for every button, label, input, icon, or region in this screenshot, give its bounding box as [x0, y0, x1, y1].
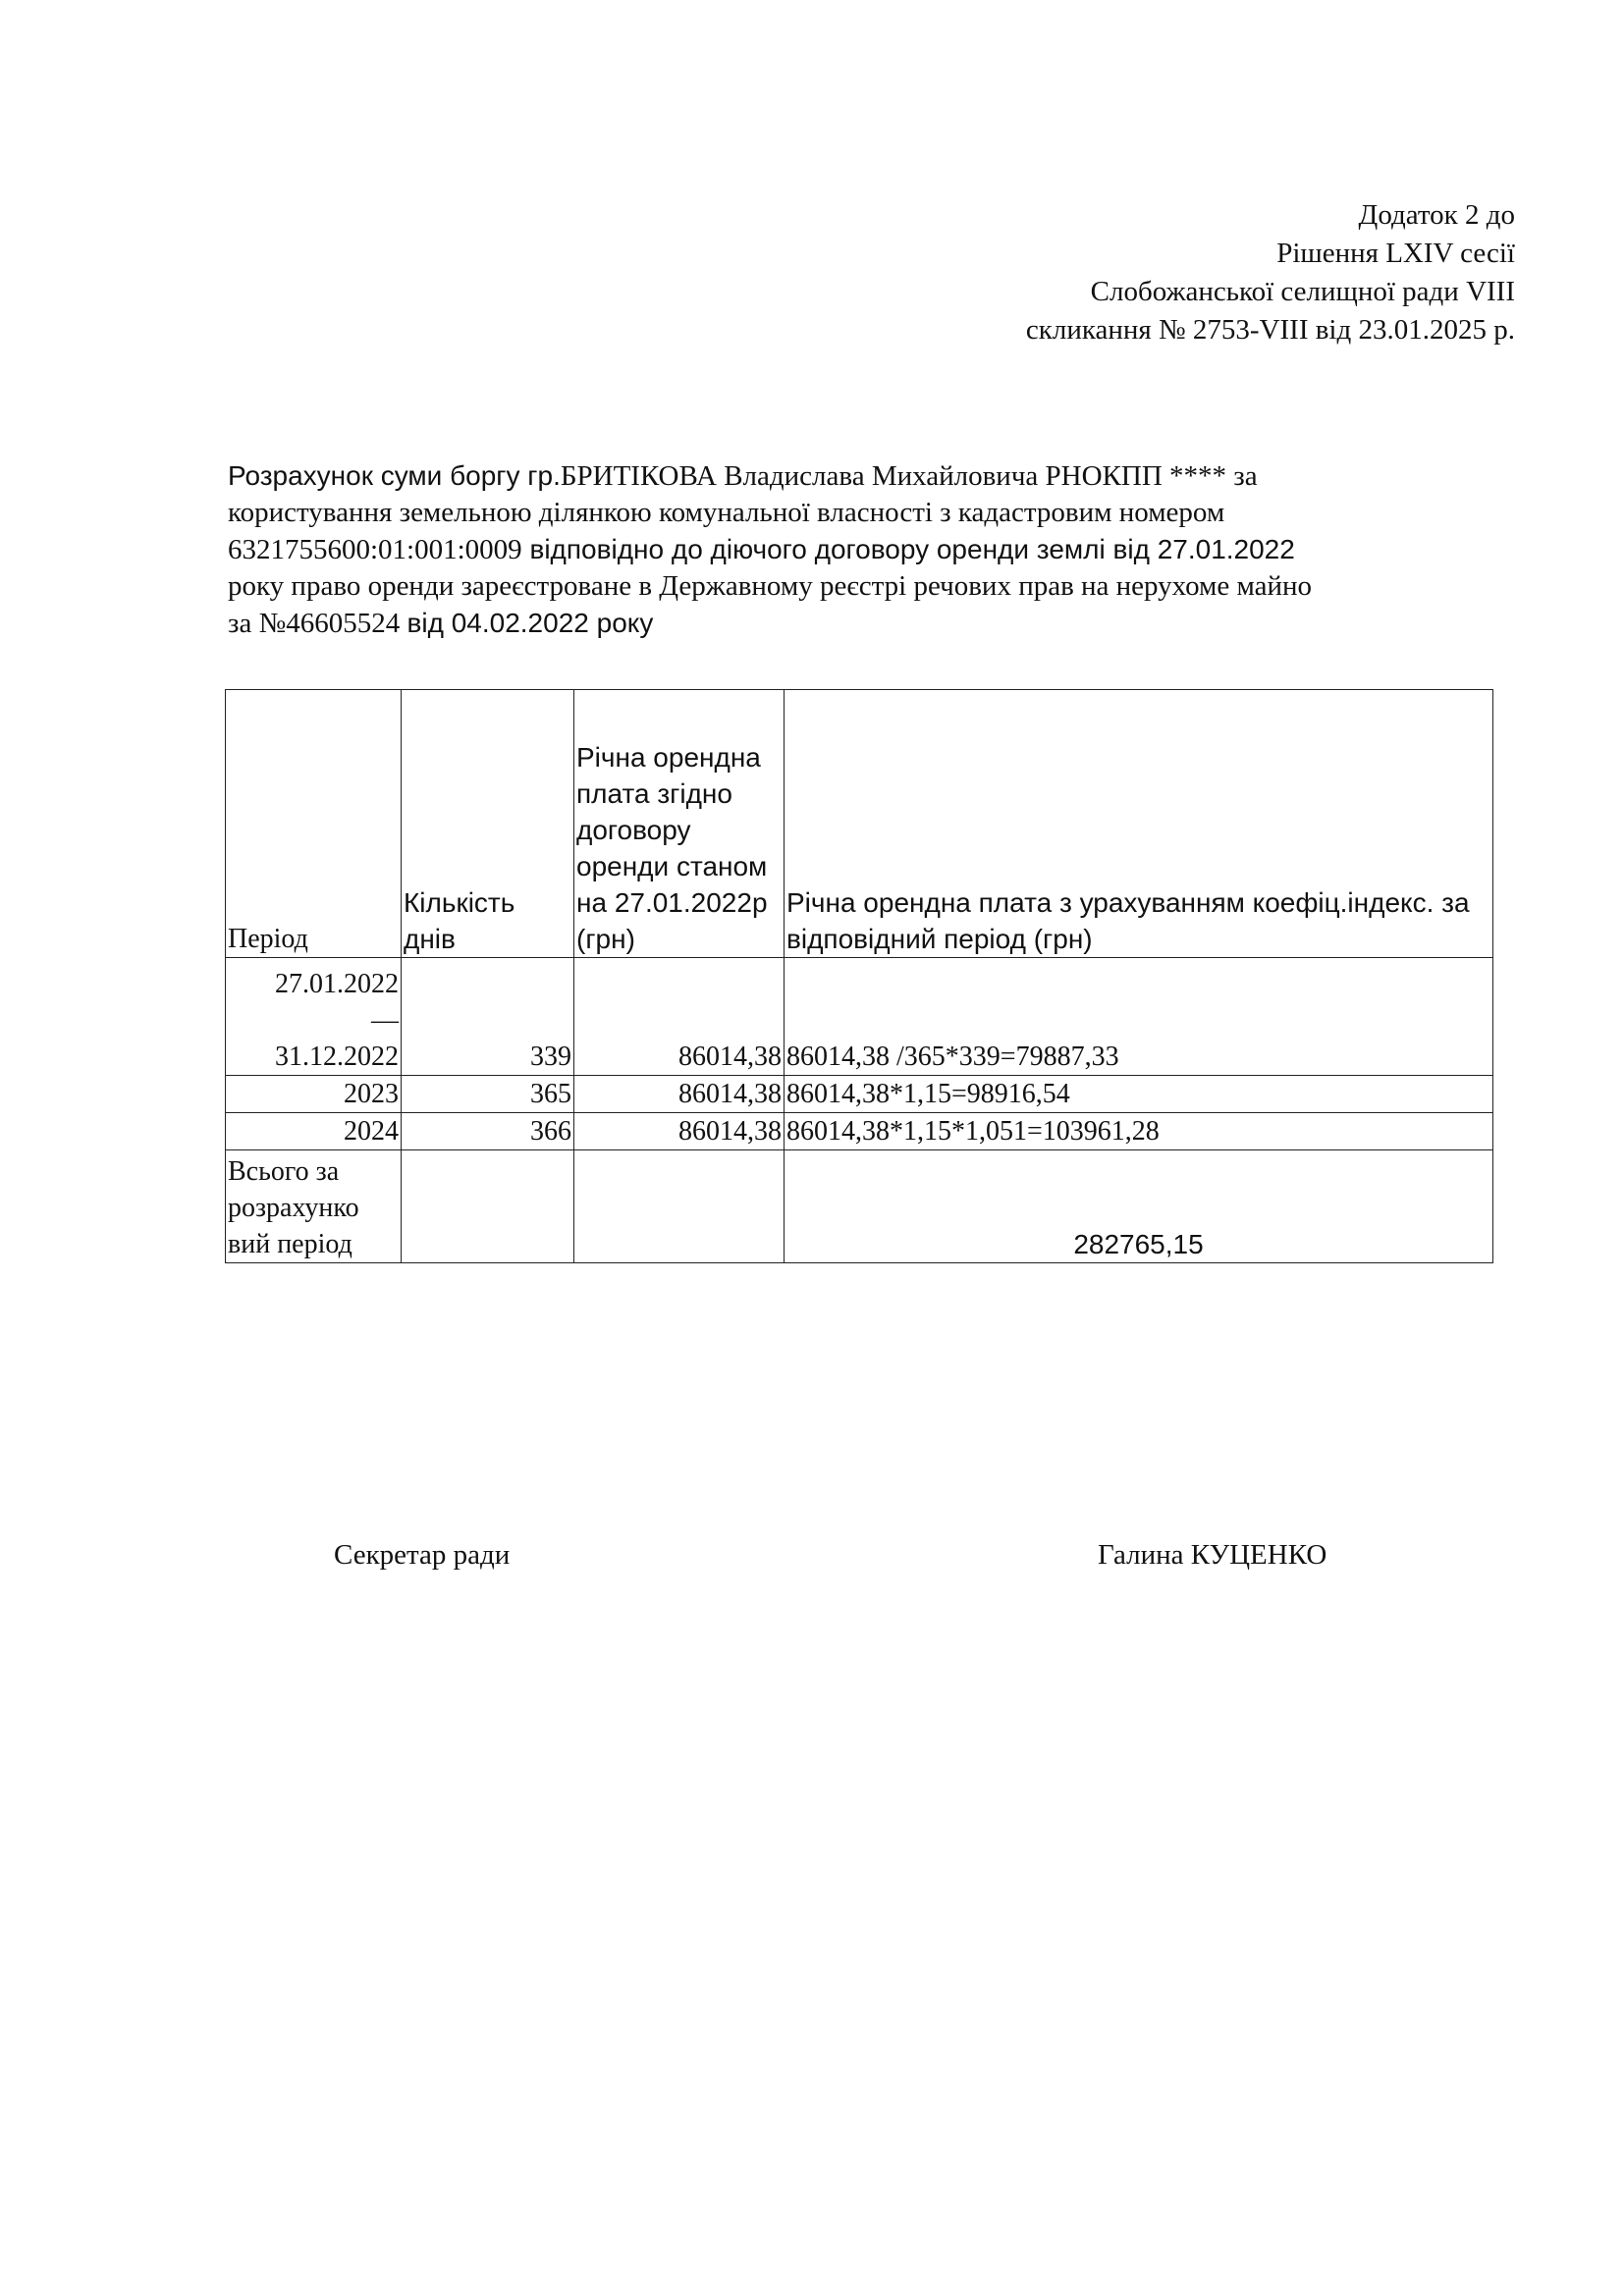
- intro-line-5-a: за №46605524: [228, 608, 407, 639]
- calc-cell: 86014,38 /365*339=79887,33: [785, 958, 1493, 1076]
- period-cell: 2024: [226, 1113, 402, 1150]
- period-dash: —: [371, 1005, 399, 1036]
- table-row: [226, 1113, 1493, 1150]
- calc-cell: 86014,38*1,15*1,051=103961,28: [785, 1113, 1493, 1150]
- period-start: 27.01.2022: [275, 969, 399, 999]
- signature-name: Галина КУЦЕНКО: [1098, 1539, 1327, 1571]
- calc-cell: 86014,38*1,15=98916,54: [785, 1076, 1493, 1113]
- table-row: [226, 1076, 1493, 1113]
- intro-line-1: [228, 457, 1534, 495]
- header-indexed-rent: Річна орендна плата з урахуванням коефіц.індекс. за відповідний період (грн): [785, 690, 1493, 958]
- debt-calculation-intro: [228, 457, 1534, 642]
- annex-line-3: Слобожанської селищної ради VIII: [1090, 276, 1515, 307]
- intro-line-1-b: БРИТІКОВА Владислава Михайловича РНОКПП **** за: [560, 460, 1258, 492]
- period-cell: [226, 958, 402, 1076]
- intro-line-2: користування земельною ділянкою комунальної власності з кадастровим номером: [228, 497, 1225, 528]
- days-cell: 365: [402, 1076, 574, 1113]
- intro-line-5: [228, 605, 1534, 642]
- annual-rent-cell: 86014,38: [574, 958, 785, 1076]
- annex-line-2: Рішення LXIV сесії: [1276, 238, 1515, 269]
- intro-line-3-b: відповідно до діючого договору оренди землі від 27.01.2022: [521, 534, 1295, 564]
- signature-position: Секретар ради: [334, 1539, 511, 1571]
- days-cell: 339: [402, 958, 574, 1076]
- period-end: 31.12.2022: [275, 1041, 399, 1072]
- intro-line-3: [228, 531, 1534, 568]
- intro-line-4: року право оренди зареєстроване в Державному реєстрі речових прав на нерухоме майно: [228, 570, 1313, 602]
- header-days: Кількість днів: [402, 690, 574, 958]
- annex-line-1: Додаток 2 до: [1358, 199, 1515, 231]
- total-label-cell: [226, 1150, 402, 1263]
- total-value: 282765,15: [785, 1150, 1493, 1263]
- total-label-line-3: вий період: [228, 1229, 352, 1259]
- header-period: Період: [226, 690, 402, 958]
- total-label-line-1: Всього за: [228, 1156, 340, 1187]
- period-cell: 2023: [226, 1076, 402, 1113]
- total-rent-cell: [574, 1150, 785, 1263]
- intro-line-5-b: від 04.02.2022 року: [406, 608, 654, 638]
- table-total-row: [226, 1150, 1493, 1263]
- annex-header: [1026, 196, 1515, 349]
- debt-table: [225, 689, 1493, 1263]
- intro-line-1-a: Розрахунок суми боргу гр.: [228, 460, 561, 491]
- intro-line-3-a: 6321755600:01:001:0009: [228, 534, 522, 565]
- total-days-cell: [402, 1150, 574, 1263]
- annual-rent-cell: 86014,38: [574, 1076, 785, 1113]
- days-cell: 366: [402, 1113, 574, 1150]
- total-label-line-2: розрахунко: [228, 1193, 359, 1223]
- table-row: [226, 958, 1493, 1076]
- table-header-row: [226, 690, 1493, 958]
- annual-rent-cell: 86014,38: [574, 1113, 785, 1150]
- annex-line-4: скликання № 2753-VIII від 23.01.2025 р.: [1025, 314, 1515, 346]
- header-annual-rent: Річна орендна плата згідно договору оренди станом на 27.01.2022р (грн): [574, 690, 785, 958]
